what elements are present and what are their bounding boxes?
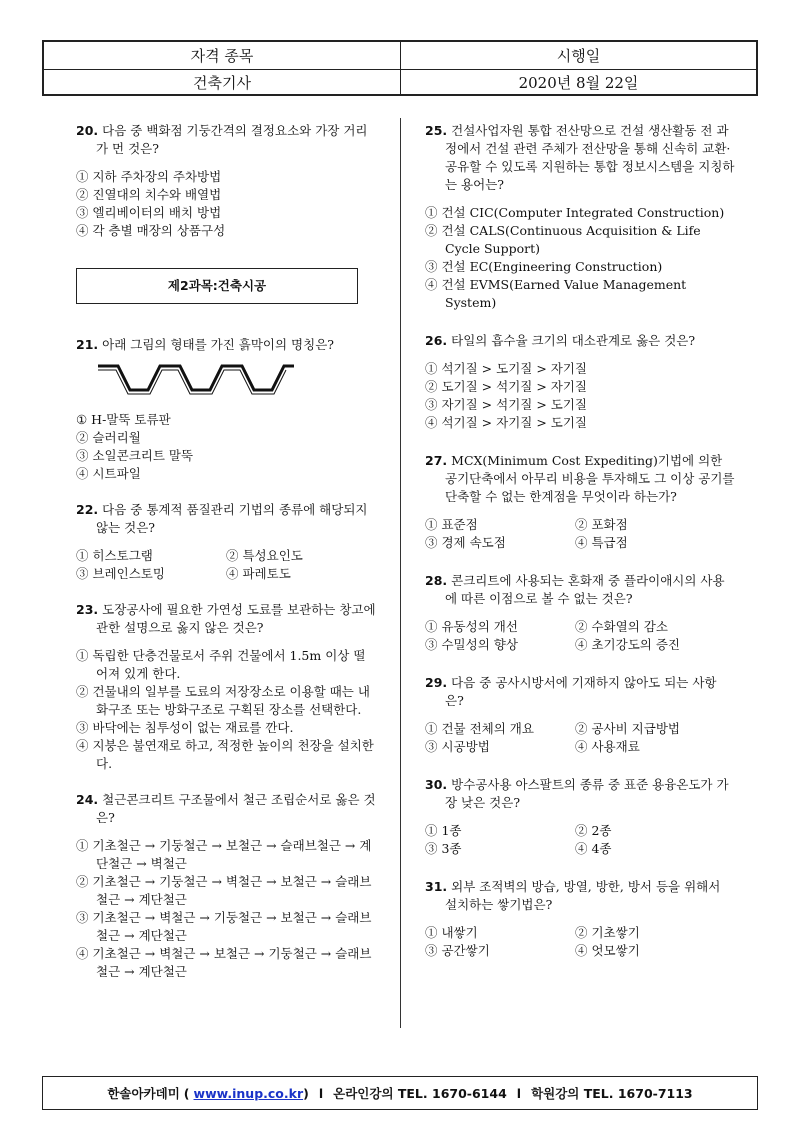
option-3: ③ 시공방법	[425, 739, 490, 754]
option-4: ④ 4종	[575, 841, 612, 856]
option-2: ② 진열대의 치수와 배열법	[76, 187, 222, 202]
question-number: 29.	[425, 675, 448, 690]
option-4: ④ 기초철근 → 벽철근 → 보철근 → 기둥철근 → 슬래브철근 → 계단철근	[76, 946, 372, 979]
option-3: ③ 3종	[425, 841, 462, 856]
online-lecture-phone: 온라인강의 TEL. 1670-6144	[333, 1086, 507, 1101]
footer-separator: l	[318, 1085, 324, 1101]
option-4: ④ 시트파일	[76, 466, 141, 481]
option-4: ④ 건설 EVMS(Earned Value Management System)	[425, 277, 687, 310]
question-text: 다음 중 공사시방서에 기재하지 않아도 되는 사항은?	[445, 675, 717, 708]
option-1: ① 건설 CIC(Computer Integrated Construction)	[425, 205, 725, 220]
option-2: ② 건물내의 일부를 도료의 저장장소로 이용할 때는 내화구조 또는 방화구조로 구획된 장소를 선택한다.	[76, 684, 370, 717]
subject-label: 자격 종목	[44, 42, 401, 69]
option-2: ② 공사비 지급방법	[575, 721, 680, 736]
option-1: ① 내쌓기	[425, 925, 478, 940]
question-29	[425, 674, 735, 756]
option-1: ① 1종	[425, 823, 462, 838]
option-2: ② 기초철근 → 기둥철근 → 벽철근 → 보철근 → 슬래브철근 → 계단철근	[76, 874, 372, 907]
option-3: ③ 바닥에는 침투성이 없는 재료를 깐다.	[76, 720, 294, 735]
section-title: 제2과목:건축시공	[167, 278, 267, 293]
question-number: 24.	[76, 792, 99, 807]
option-4: ④ 특급점	[575, 535, 628, 550]
option-2: ② 특성요인도	[226, 548, 303, 563]
option-2: ② 포화점	[575, 517, 628, 532]
option-3: ③ 엘리베이터의 배치 방법	[76, 205, 222, 220]
option-4: ④ 초기강도의 증진	[575, 637, 680, 652]
options-grid	[425, 822, 735, 858]
exam-header	[42, 40, 758, 96]
question-number: 21.	[76, 337, 99, 352]
question-21	[76, 336, 376, 483]
option-3: ③ 소일콘크리트 말뚝	[76, 448, 194, 463]
option-3: ③ 기초철근 → 벽철근 → 기둥철근 → 보철근 → 슬래브철근 → 계단철근	[76, 910, 372, 943]
question-number: 31.	[425, 879, 448, 894]
date-label: 시행일	[556, 47, 601, 65]
question-text: 타일의 흡수율 크기의 대소관계로 옳은 것은?	[451, 333, 696, 348]
option-4: ④ 파레토도	[226, 566, 291, 581]
subject-value: 건축기사	[44, 69, 401, 96]
section-title-box	[76, 268, 358, 304]
offline-lecture-phone: 학원강의 TEL. 1670-7113	[531, 1086, 693, 1101]
question-text: 외부 조적벽의 방습, 방열, 방한, 방서 등을 위해서 설치하는 쌓기법은?	[445, 879, 721, 912]
option-2: ② 슬러리월	[76, 430, 141, 445]
question-text: 건설사업자원 통합 전산망으로 건설 생산활동 전 과정에서 건설 관련 주체가 전산망을 통해 신속히 교환·공유할 수 있도록 지원하는 통합 정보시스템을 지칭하는 용어는?	[445, 123, 735, 192]
question-28	[425, 572, 735, 654]
option-1: ① 건물 전체의 개요	[425, 721, 534, 736]
option-4: ④ 사용재료	[575, 739, 640, 754]
question-number: 26.	[425, 333, 448, 348]
option-1: ① 석기질 > 도기질 > 자기질	[425, 361, 587, 376]
right-column	[425, 122, 735, 980]
question-30	[425, 776, 735, 858]
date-value: 2020년 8월 22일	[518, 74, 639, 92]
option-1: ① 유동성의 개선	[425, 619, 518, 634]
option-1: ① 표준점	[425, 517, 478, 532]
question-20	[76, 122, 376, 240]
question-number: 28.	[425, 573, 448, 588]
question-text: MCX(Minimum Cost Expediting)기법에 의한 공기단축에서 아무리 비용을 투자해도 그 이상 공기를 단축할 수 없는 한계점을 무엇이라 하는가?	[445, 453, 735, 504]
question-text: 도장공사에 필요한 가연성 도료를 보관하는 창고에 관한 설명으로 옳지 않은 것은?	[96, 602, 376, 635]
option-4: ④ 석기질 > 자기질 > 도기질	[425, 415, 587, 430]
option-3: ③ 공간쌓기	[425, 943, 490, 958]
options-grid	[76, 547, 376, 583]
left-column	[76, 122, 376, 999]
question-26	[425, 332, 735, 432]
sheet-pile-figure	[96, 358, 296, 398]
options-grid	[425, 924, 735, 960]
option-3: ③ 브레인스토밍	[76, 566, 165, 581]
footer-separator: l	[516, 1085, 522, 1101]
question-24	[76, 791, 376, 981]
question-text: 다음 중 통계적 품질관리 기법의 종류에 해당되지 않는 것은?	[96, 502, 368, 535]
option-2: ② 도기질 > 석기질 > 자기질	[425, 379, 587, 394]
option-4: ④ 각 층별 매장의 상품구성	[76, 223, 226, 238]
option-3: ③ 수밀성의 향상	[425, 637, 518, 652]
option-1: ① 히스토그램	[76, 548, 153, 563]
option-1: ① H-말뚝 토류판	[76, 412, 171, 427]
option-4: ④ 지붕은 불연재로 하고, 적정한 높이의 천장을 설치한다.	[76, 738, 374, 771]
header-row-labels	[44, 42, 756, 70]
option-2: ② 2종	[575, 823, 612, 838]
question-27	[425, 452, 735, 552]
option-1: ① 독립한 단층건물로서 주위 건물에서 1.5m 이상 떨어져 있게 한다.	[76, 648, 366, 681]
question-22	[76, 501, 376, 583]
header-row-values	[44, 69, 756, 96]
question-25	[425, 122, 735, 312]
question-23	[76, 601, 376, 773]
option-1: ① 지하 주차장의 주차방법	[76, 169, 222, 184]
option-3: ③ 건설 EC(Engineering Construction)	[425, 259, 663, 274]
question-number: 22.	[76, 502, 99, 517]
question-text: 아래 그림의 형태를 가진 흙막이의 명칭은?	[102, 337, 334, 352]
question-number: 25.	[425, 123, 448, 138]
options-grid	[425, 516, 735, 552]
option-2: ② 건설 CALS(Continuous Acquisition & Life Cycle Support)	[425, 223, 701, 256]
question-number: 30.	[425, 777, 448, 792]
question-text: 방수공사용 아스팔트의 종류 중 표준 용융온도가 가장 낮은 것은?	[445, 777, 729, 810]
options-grid	[425, 618, 735, 654]
question-text: 철근콘크리트 구조물에서 철근 조립순서로 옳은 것은?	[96, 792, 376, 825]
column-divider	[400, 118, 401, 1028]
question-number: 20.	[76, 123, 99, 138]
page-footer: 한솔아카데미 ( www.inup.co.kr ) l 온라인강의 TEL. 1670-6144 l 학원강의 TEL. 1670-7113	[42, 1076, 758, 1110]
question-text: 콘크리트에 사용되는 혼화재 중 플라이애시의 사용에 따른 이점으로 볼 수 없는 것은?	[445, 573, 725, 606]
question-31	[425, 878, 735, 960]
option-3: ③ 경제 속도점	[425, 535, 506, 550]
option-3: ③ 자기질 > 석기질 > 도기질	[425, 397, 587, 412]
question-number: 27.	[425, 453, 448, 468]
option-1: ① 기초철근 → 기둥철근 → 보철근 → 슬래브철근 → 계단철근 → 벽철근	[76, 838, 372, 871]
question-number: 23.	[76, 602, 99, 617]
academy-url-link[interactable]: www.inup.co.kr	[193, 1085, 304, 1101]
option-2: ② 기초쌓기	[575, 925, 640, 940]
option-2: ② 수화열의 감소	[575, 619, 668, 634]
options-grid	[425, 720, 735, 756]
question-text: 다음 중 백화점 기둥간격의 결정요소와 가장 거리가 먼 것은?	[96, 123, 368, 156]
option-4: ④ 엇모쌓기	[575, 943, 640, 958]
academy-name: 한솔아카데미	[107, 1086, 180, 1101]
